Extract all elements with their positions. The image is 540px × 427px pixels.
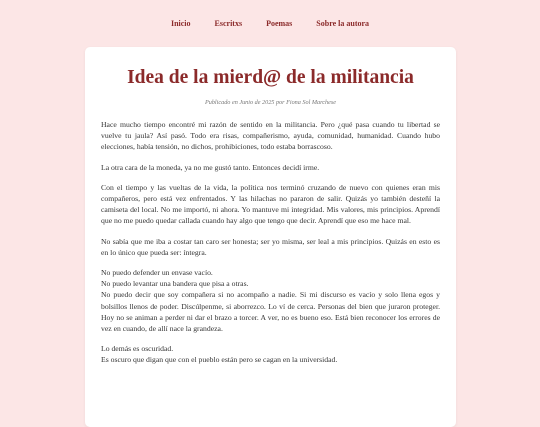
nav-link-poemas[interactable]: Poemas [266, 18, 293, 28]
nav-link-escritxs[interactable]: Escritxs [214, 18, 243, 28]
article-paragraph: La otra cara de la moneda, ya no me gustó tanto. Entonces decidí irme. [101, 162, 320, 172]
article-paragraph: Hace mucho tiempo encontré mi razón de sentido en la militancia. Pero ¿qué pasa cuando tu libertad se vuelve tu jaula? Así pasó. Todo era risas, compañerismo, ayuda, comunidad, humanidad. Cuando hubo elecciones, había tensión, no dichos, prohibiciones, todo estaba borrascoso. [101, 120, 440, 152]
closing-line: Es oscuro que digan que con el pueblo están pero se cagan en la universidad. [101, 355, 338, 365]
nav-link-sobre-la-autora[interactable]: Sobre la autora [316, 18, 370, 28]
stanza-line: No puedo defender un envase vacío. [101, 268, 213, 278]
article-title: Idea de la mierd@ de la militancia [127, 67, 414, 88]
closing-line: Lo demás es oscuridad. [101, 344, 174, 354]
stanza-line: No puedo levantar una bandera que pisa a otras. [101, 279, 249, 289]
stanza-text: No puedo decir que soy compañera si no acompaño a nadie. Si mi discurso es vacío y solo llena egos y bolsillos llenos de poder. Discúlpenme, si aborrezco. Lo ví de cerca. Personas del bien que juraron proteger. Hoy no se animan a perder ni dar el brazo a torcer. A ver, no es bueno eso. Está bien reconocer los errores de vez en cuando, de allí nace la grandeza. [101, 290, 440, 334]
top-navigation [0, 0, 540, 46]
article-meta: Publicado en Junio de 2025 por Fiona Sol Marchese [204, 99, 337, 106]
article-stanza [101, 267, 440, 334]
article-closing [101, 343, 440, 365]
article-paragraph: No sabía que me iba a costar tan caro ser honesta; ser yo misma, ser leal a mis principios. Quizás en esto es en lo único que pueda ser: íntegra. [101, 236, 440, 257]
article-paragraph: Con el tiempo y las vueltas de la vida, la política nos terminó cruzando de nuevo con quienes eran mis compañeros, pero está vez enfrentados. Y las hilachas no pararon de salir. Quizás yo también desteñí la camiseta del local. No me importó, ni ahora. Yo mantuve mi integridad. Mis valores, mis principios. Aprendí que no me puedo quedar callada cuando hay algo que tengo que decir. Aprendí que eso me hace mal. [101, 182, 440, 226]
article-card [85, 47, 456, 427]
nav-link-inicio[interactable]: Inicio [170, 18, 191, 28]
